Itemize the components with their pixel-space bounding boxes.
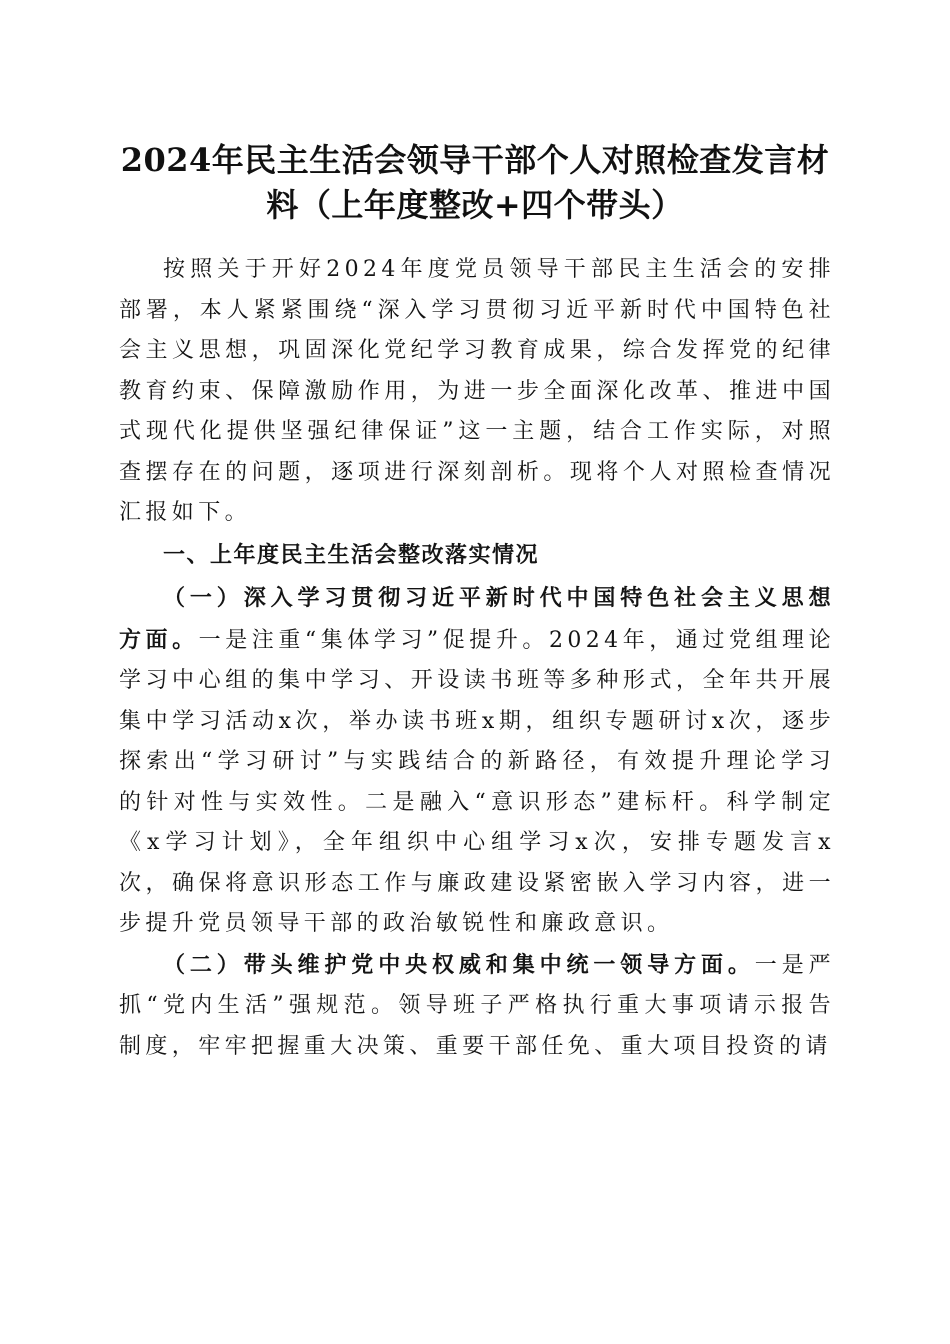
intro-paragraph: 按照关于开好2024年度党员领导干部民主生活会的安排部署，本人紧紧围绕“深入学习贯彻习近平新时代中国特色社会主义思想，巩固深化党纪学习教育成果，综合发挥党的纪律教育约束、保障激励作用，为进一步全面深化改革、推进中国式现代化提供坚强纪律保证”这一主题，结合工作实际，对照查摆存在的问题，逐项进行深刻剖析。现将个人对照检查情况汇报如下。 [119, 257, 835, 525]
item-1-body: 一是注重“集体学习”促提升。2024年，通过党组理论学习中心组的集中学习、开设读书班等多种形式，全年共开展集中学习活动x次，举办读书班x期，组织专题研讨x次，逐步探索出“学习研讨”与实践结合的新路径，有效提升理论学习的针对性与实效性。二是融入“意识形态”建标杆。科学制定《x学习计划》，全年组织中心组学习x次，安排专题发言x次，确保将意识形态工作与廉政建设紧密嵌入学习内容，进一步提升党员领导干部的政治敏锐性和廉政意识。 [119, 627, 835, 936]
document-body [119, 250, 835, 1067]
section-1-heading: 一、上年度民主生活会整改落实情况 [163, 542, 540, 568]
document-title: 2024年民主生活会领导干部个人对照检查发言材料（上年度整改+四个带头） [120, 141, 830, 224]
item-2-paragraph [119, 945, 835, 1068]
item-2-body: 一是严抓“党内生活”强规范。领导班子严格执行重大事项请示报告制度，牢牢把握重大决策、重要干部任免、重大项目投资的请 [119, 952, 835, 1059]
item-2-lead: （二）带头维护党中央权威和集中统一领导方面。 [163, 951, 755, 978]
item-1-paragraph [119, 578, 835, 945]
item-1-lead: （一）深入学习贯彻习近平新时代中国特色社会主义思想方面。 [119, 585, 835, 653]
